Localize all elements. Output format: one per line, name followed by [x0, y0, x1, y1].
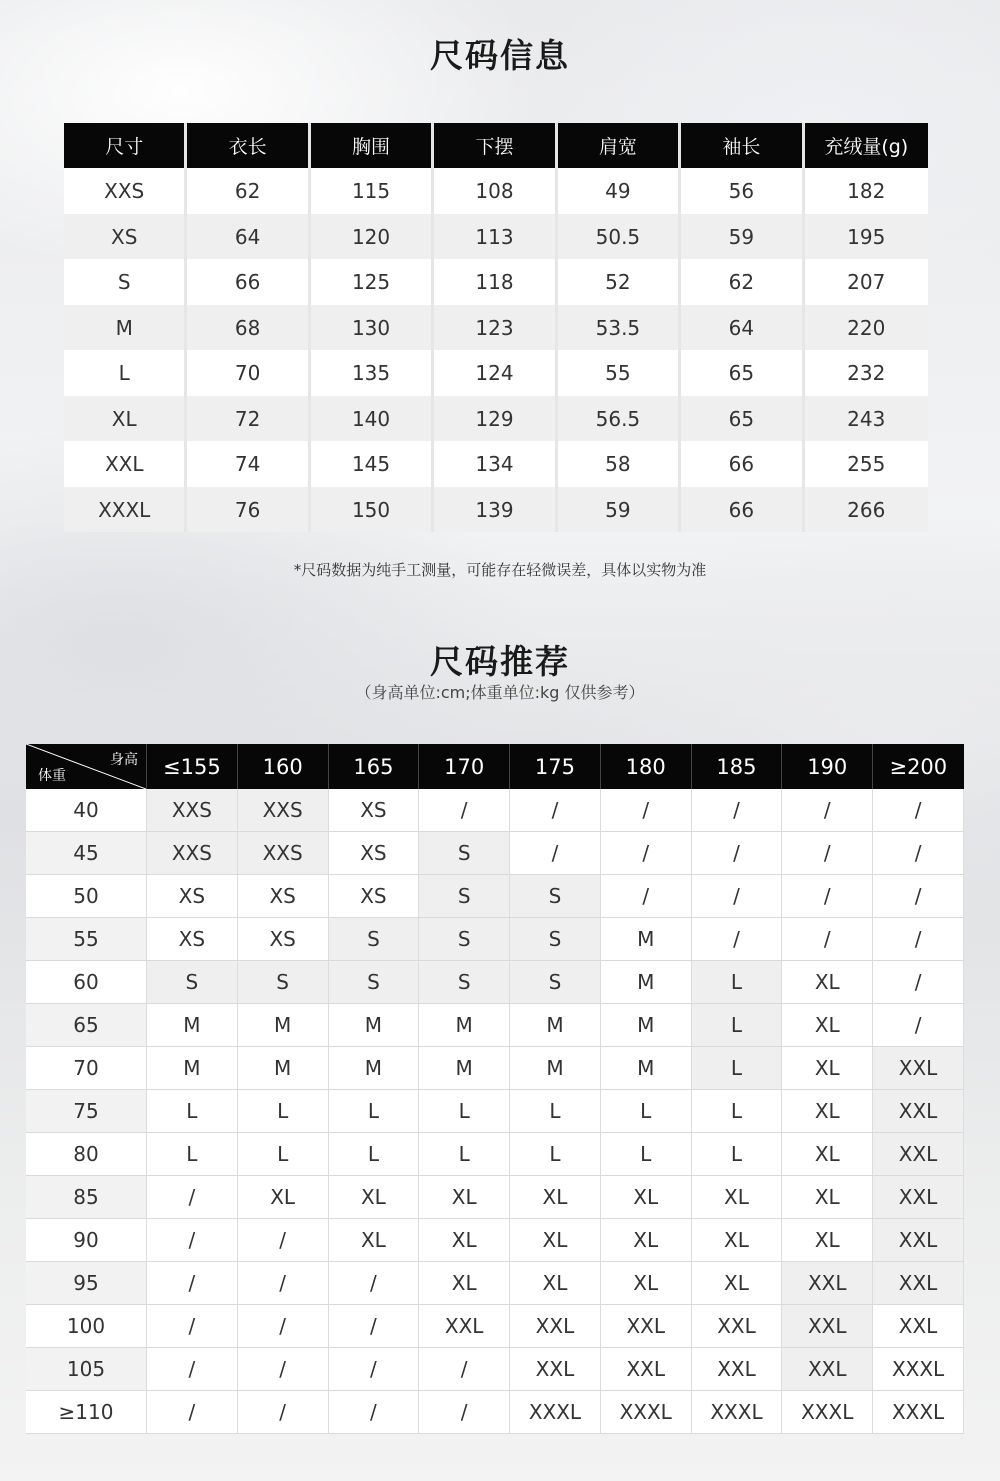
- weight-cell: ≥110: [26, 1391, 147, 1434]
- size-info-header-cell: 充绒量(g): [805, 123, 928, 168]
- measurement-cell: 108: [434, 168, 557, 214]
- weight-axis-label: 体重: [38, 768, 66, 784]
- recommended-size-cell: XL: [782, 1176, 873, 1219]
- recommended-size-cell: XL: [782, 1047, 873, 1090]
- measurement-cell: 62: [187, 168, 310, 214]
- recommended-size-cell: XXL: [782, 1262, 873, 1305]
- recommended-size-cell: /: [147, 1176, 238, 1219]
- recommended-size-cell: XL: [782, 961, 873, 1004]
- recommended-size-cell: S: [510, 875, 601, 918]
- height-header-cell: 175: [510, 744, 601, 789]
- recommended-size-cell: XXL: [600, 1305, 691, 1348]
- measurement-cell: 65: [681, 350, 804, 396]
- recommended-size-cell: L: [691, 1133, 782, 1176]
- recommended-size-cell: /: [691, 832, 782, 875]
- measurement-cell: 64: [187, 214, 310, 259]
- recommended-size-cell: XL: [419, 1262, 510, 1305]
- recommended-size-cell: XL: [419, 1176, 510, 1219]
- measurement-cell: 120: [311, 214, 434, 259]
- recommended-size-cell: L: [691, 1047, 782, 1090]
- size-info-header-cell: 尺寸: [64, 123, 187, 168]
- recommended-size-cell: XL: [600, 1262, 691, 1305]
- measurement-cell: 118: [434, 259, 557, 305]
- recommended-size-cell: XL: [237, 1176, 328, 1219]
- measurement-cell: 139: [434, 487, 557, 532]
- table-row: [26, 875, 964, 918]
- table-row: [26, 1219, 964, 1262]
- recommended-size-cell: M: [510, 1047, 601, 1090]
- recommended-size-cell: XS: [147, 875, 238, 918]
- height-header-cell: ≥200: [873, 744, 964, 789]
- recommended-size-cell: /: [600, 789, 691, 832]
- height-header-cell: ≤155: [147, 744, 238, 789]
- table-row: [26, 1047, 964, 1090]
- recommended-size-cell: /: [419, 789, 510, 832]
- recommended-size-cell: XXXL: [600, 1391, 691, 1434]
- recommended-size-cell: /: [328, 1262, 419, 1305]
- recommended-size-cell: XXXL: [510, 1391, 601, 1434]
- table-row: [26, 1176, 964, 1219]
- recommended-size-cell: XL: [510, 1262, 601, 1305]
- recommended-size-cell: /: [237, 1219, 328, 1262]
- measurement-cell: 56: [681, 168, 804, 214]
- measurement-cell: 125: [311, 259, 434, 305]
- size-info-header-cell: 胸围: [311, 123, 434, 168]
- size-label-cell: S: [64, 259, 187, 305]
- recommended-size-cell: M: [328, 1004, 419, 1047]
- recommended-size-cell: L: [419, 1090, 510, 1133]
- recommended-size-cell: M: [419, 1004, 510, 1047]
- recommended-size-cell: /: [237, 1262, 328, 1305]
- recommended-size-cell: M: [237, 1047, 328, 1090]
- table-row: [26, 1090, 964, 1133]
- recommended-size-cell: /: [600, 875, 691, 918]
- height-header-cell: 165: [328, 744, 419, 789]
- recommended-size-cell: S: [419, 918, 510, 961]
- weight-cell: 100: [26, 1305, 147, 1348]
- recommended-size-cell: /: [873, 875, 964, 918]
- table-row: [64, 350, 928, 396]
- recommended-size-cell: XXL: [691, 1305, 782, 1348]
- recommended-size-cell: /: [510, 832, 601, 875]
- recommended-size-cell: /: [419, 1391, 510, 1434]
- recommended-size-cell: L: [237, 1090, 328, 1133]
- recommended-size-cell: XS: [237, 918, 328, 961]
- recommended-size-cell: /: [237, 1348, 328, 1391]
- recommended-size-cell: /: [873, 918, 964, 961]
- recommended-size-cell: XXL: [782, 1348, 873, 1391]
- recommended-size-cell: L: [600, 1133, 691, 1176]
- recommended-size-cell: /: [691, 789, 782, 832]
- measurement-cell: 56.5: [558, 396, 681, 441]
- recommended-size-cell: /: [782, 918, 873, 961]
- recommended-size-cell: /: [600, 832, 691, 875]
- recommended-size-cell: XL: [782, 1090, 873, 1133]
- size-info-header-cell: 肩宽: [558, 123, 681, 168]
- measurement-cell: 113: [434, 214, 557, 259]
- measurement-cell: 195: [805, 214, 928, 259]
- recommended-size-cell: S: [237, 961, 328, 1004]
- weight-cell: 105: [26, 1348, 147, 1391]
- recommended-size-cell: XXL: [873, 1047, 964, 1090]
- recommended-size-cell: XL: [600, 1219, 691, 1262]
- weight-cell: 85: [26, 1176, 147, 1219]
- table-row: [64, 305, 928, 350]
- size-info-header-cell: 袖长: [681, 123, 804, 168]
- recommended-size-cell: M: [600, 961, 691, 1004]
- recommended-size-cell: L: [419, 1133, 510, 1176]
- measurement-cell: 129: [434, 396, 557, 441]
- table-row: [26, 961, 964, 1004]
- size-recommend-title: 尺码推荐: [430, 642, 570, 681]
- recommended-size-cell: XL: [782, 1219, 873, 1262]
- measurement-cell: 130: [311, 305, 434, 350]
- table-row: [64, 214, 928, 259]
- recommended-size-cell: /: [147, 1262, 238, 1305]
- table-row: [26, 1133, 964, 1176]
- weight-cell: 75: [26, 1090, 147, 1133]
- table-row: [26, 1391, 964, 1434]
- measurement-cell: 123: [434, 305, 557, 350]
- recommended-size-cell: M: [510, 1004, 601, 1047]
- recommended-size-cell: XL: [328, 1219, 419, 1262]
- recommended-size-cell: L: [510, 1090, 601, 1133]
- height-header-cell: 180: [600, 744, 691, 789]
- size-label-cell: XL: [64, 396, 187, 441]
- measurement-cell: 68: [187, 305, 310, 350]
- table-row: [64, 396, 928, 441]
- recommended-size-cell: M: [600, 1047, 691, 1090]
- recommended-size-cell: S: [510, 961, 601, 1004]
- size-recommend-header-row: [26, 744, 964, 789]
- table-row: [64, 441, 928, 487]
- recommended-size-cell: XL: [691, 1262, 782, 1305]
- measurement-cell: 62: [681, 259, 804, 305]
- recommended-size-cell: S: [419, 875, 510, 918]
- recommended-size-cell: S: [510, 918, 601, 961]
- recommended-size-cell: /: [510, 789, 601, 832]
- measurement-cell: 66: [681, 441, 804, 487]
- size-label-cell: M: [64, 305, 187, 350]
- size-label-cell: L: [64, 350, 187, 396]
- measurement-cell: 135: [311, 350, 434, 396]
- measurement-cell: 115: [311, 168, 434, 214]
- measurement-cell: 58: [558, 441, 681, 487]
- recommended-size-cell: M: [600, 1004, 691, 1047]
- size-label-cell: XXS: [64, 168, 187, 214]
- recommended-size-cell: L: [328, 1133, 419, 1176]
- table-row: [64, 259, 928, 305]
- size-label-cell: XS: [64, 214, 187, 259]
- table-row: [26, 918, 964, 961]
- recommended-size-cell: XXL: [873, 1176, 964, 1219]
- weight-cell: 45: [26, 832, 147, 875]
- recommended-size-cell: XXXL: [782, 1391, 873, 1434]
- measurement-cell: 49: [558, 168, 681, 214]
- recommended-size-cell: XL: [328, 1176, 419, 1219]
- measurement-cell: 134: [434, 441, 557, 487]
- recommended-size-cell: XXL: [873, 1090, 964, 1133]
- recommended-size-cell: XL: [510, 1176, 601, 1219]
- corner-header-cell: [26, 744, 147, 789]
- measurement-note: *尺码数据为纯手工测量，可能存在轻微误差，具体以实物为准: [293, 561, 707, 579]
- measurement-cell: 55: [558, 350, 681, 396]
- size-label-cell: XXL: [64, 441, 187, 487]
- recommended-size-cell: XXL: [782, 1305, 873, 1348]
- recommended-size-cell: XL: [782, 1004, 873, 1047]
- size-info-header-row: [64, 123, 928, 168]
- recommended-size-cell: /: [328, 1391, 419, 1434]
- recommended-size-cell: /: [691, 875, 782, 918]
- height-header-cell: 190: [782, 744, 873, 789]
- recommended-size-cell: /: [782, 832, 873, 875]
- recommended-size-cell: /: [873, 961, 964, 1004]
- recommended-size-cell: /: [691, 918, 782, 961]
- height-axis-label: 身高: [110, 752, 138, 768]
- weight-cell: 55: [26, 918, 147, 961]
- measurement-cell: 74: [187, 441, 310, 487]
- recommended-size-cell: XS: [147, 918, 238, 961]
- size-info-title: 尺码信息: [430, 36, 570, 75]
- recommended-size-cell: XL: [510, 1219, 601, 1262]
- measurement-cell: 66: [187, 259, 310, 305]
- recommended-size-cell: XXXL: [873, 1348, 964, 1391]
- recommended-size-cell: M: [147, 1004, 238, 1047]
- recommended-size-cell: XS: [328, 875, 419, 918]
- size-info-header-cell: 衣长: [187, 123, 310, 168]
- table-row: [26, 1348, 964, 1391]
- recommended-size-cell: L: [691, 1004, 782, 1047]
- recommended-size-cell: /: [237, 1391, 328, 1434]
- size-info-header-cell: 下摆: [434, 123, 557, 168]
- measurement-cell: 182: [805, 168, 928, 214]
- recommended-size-cell: /: [147, 1305, 238, 1348]
- recommended-size-cell: /: [782, 789, 873, 832]
- size-label-cell: XXXL: [64, 487, 187, 532]
- height-header-cell: 185: [691, 744, 782, 789]
- measurement-cell: 65: [681, 396, 804, 441]
- recommended-size-cell: /: [237, 1305, 328, 1348]
- recommended-size-cell: M: [328, 1047, 419, 1090]
- recommended-size-cell: S: [328, 961, 419, 1004]
- recommended-size-cell: /: [782, 875, 873, 918]
- recommended-size-cell: S: [328, 918, 419, 961]
- measurement-cell: 70: [187, 350, 310, 396]
- measurement-cell: 53.5: [558, 305, 681, 350]
- recommended-size-cell: XL: [691, 1176, 782, 1219]
- recommended-size-cell: XXXL: [873, 1391, 964, 1434]
- measurement-cell: 52: [558, 259, 681, 305]
- measurement-cell: 220: [805, 305, 928, 350]
- size-recommend-subtitle: （身高单位:cm;体重单位:kg 仅供参考）: [355, 683, 645, 702]
- table-row: [26, 1305, 964, 1348]
- weight-cell: 65: [26, 1004, 147, 1047]
- recommended-size-cell: /: [147, 1391, 238, 1434]
- recommended-size-cell: XL: [782, 1133, 873, 1176]
- measurement-cell: 145: [311, 441, 434, 487]
- height-header-cell: 160: [237, 744, 328, 789]
- measurement-cell: 59: [681, 214, 804, 259]
- recommended-size-cell: /: [147, 1219, 238, 1262]
- weight-cell: 40: [26, 789, 147, 832]
- measurement-cell: 50.5: [558, 214, 681, 259]
- recommended-size-cell: L: [237, 1133, 328, 1176]
- table-row: [64, 168, 928, 214]
- size-info-table: [64, 123, 928, 532]
- weight-cell: 95: [26, 1262, 147, 1305]
- recommended-size-cell: L: [328, 1090, 419, 1133]
- measurement-cell: 255: [805, 441, 928, 487]
- recommended-size-cell: XS: [328, 832, 419, 875]
- recommended-size-cell: XS: [328, 789, 419, 832]
- table-row: [26, 1262, 964, 1305]
- recommended-size-cell: /: [873, 789, 964, 832]
- measurement-cell: 266: [805, 487, 928, 532]
- weight-cell: 90: [26, 1219, 147, 1262]
- measurement-cell: 72: [187, 396, 310, 441]
- table-row: [26, 789, 964, 832]
- recommended-size-cell: L: [147, 1090, 238, 1133]
- measurement-cell: 64: [681, 305, 804, 350]
- recommended-size-cell: XL: [419, 1219, 510, 1262]
- recommended-size-cell: XL: [600, 1176, 691, 1219]
- recommended-size-cell: M: [600, 918, 691, 961]
- measurement-cell: 232: [805, 350, 928, 396]
- recommended-size-cell: XXL: [419, 1305, 510, 1348]
- measurement-cell: 140: [311, 396, 434, 441]
- recommended-size-cell: /: [873, 832, 964, 875]
- recommended-size-cell: XXL: [873, 1133, 964, 1176]
- weight-cell: 60: [26, 961, 147, 1004]
- recommended-size-cell: XXL: [873, 1305, 964, 1348]
- recommended-size-cell: XXL: [873, 1219, 964, 1262]
- recommended-size-cell: /: [873, 1004, 964, 1047]
- recommended-size-cell: XXS: [147, 832, 238, 875]
- recommended-size-cell: XXS: [147, 789, 238, 832]
- recommended-size-cell: /: [328, 1305, 419, 1348]
- recommended-size-cell: XXL: [691, 1348, 782, 1391]
- recommended-size-cell: XXS: [237, 832, 328, 875]
- measurement-cell: 207: [805, 259, 928, 305]
- recommended-size-cell: /: [328, 1348, 419, 1391]
- recommended-size-cell: L: [510, 1133, 601, 1176]
- weight-cell: 70: [26, 1047, 147, 1090]
- recommended-size-cell: L: [147, 1133, 238, 1176]
- recommended-size-cell: M: [147, 1047, 238, 1090]
- recommended-size-cell: XXL: [510, 1348, 601, 1391]
- measurement-cell: 66: [681, 487, 804, 532]
- recommended-size-cell: XXS: [237, 789, 328, 832]
- recommended-size-cell: XXXL: [691, 1391, 782, 1434]
- size-recommend-table: [26, 744, 964, 1434]
- recommended-size-cell: L: [691, 1090, 782, 1133]
- recommended-size-cell: XXL: [600, 1348, 691, 1391]
- recommended-size-cell: L: [600, 1090, 691, 1133]
- measurement-cell: 243: [805, 396, 928, 441]
- recommended-size-cell: XS: [237, 875, 328, 918]
- recommended-size-cell: /: [419, 1348, 510, 1391]
- height-header-cell: 170: [419, 744, 510, 789]
- table-row: [26, 1004, 964, 1047]
- measurement-cell: 76: [187, 487, 310, 532]
- recommended-size-cell: S: [147, 961, 238, 1004]
- recommended-size-cell: L: [691, 961, 782, 1004]
- weight-cell: 80: [26, 1133, 147, 1176]
- table-row: [64, 487, 928, 532]
- measurement-cell: 59: [558, 487, 681, 532]
- measurement-cell: 150: [311, 487, 434, 532]
- recommended-size-cell: S: [419, 832, 510, 875]
- recommended-size-cell: XXL: [510, 1305, 601, 1348]
- recommended-size-cell: M: [237, 1004, 328, 1047]
- recommended-size-cell: /: [147, 1348, 238, 1391]
- table-row: [26, 832, 964, 875]
- measurement-cell: 124: [434, 350, 557, 396]
- recommended-size-cell: S: [419, 961, 510, 1004]
- recommended-size-cell: M: [419, 1047, 510, 1090]
- recommended-size-cell: XXL: [873, 1262, 964, 1305]
- weight-cell: 50: [26, 875, 147, 918]
- recommended-size-cell: XL: [691, 1219, 782, 1262]
